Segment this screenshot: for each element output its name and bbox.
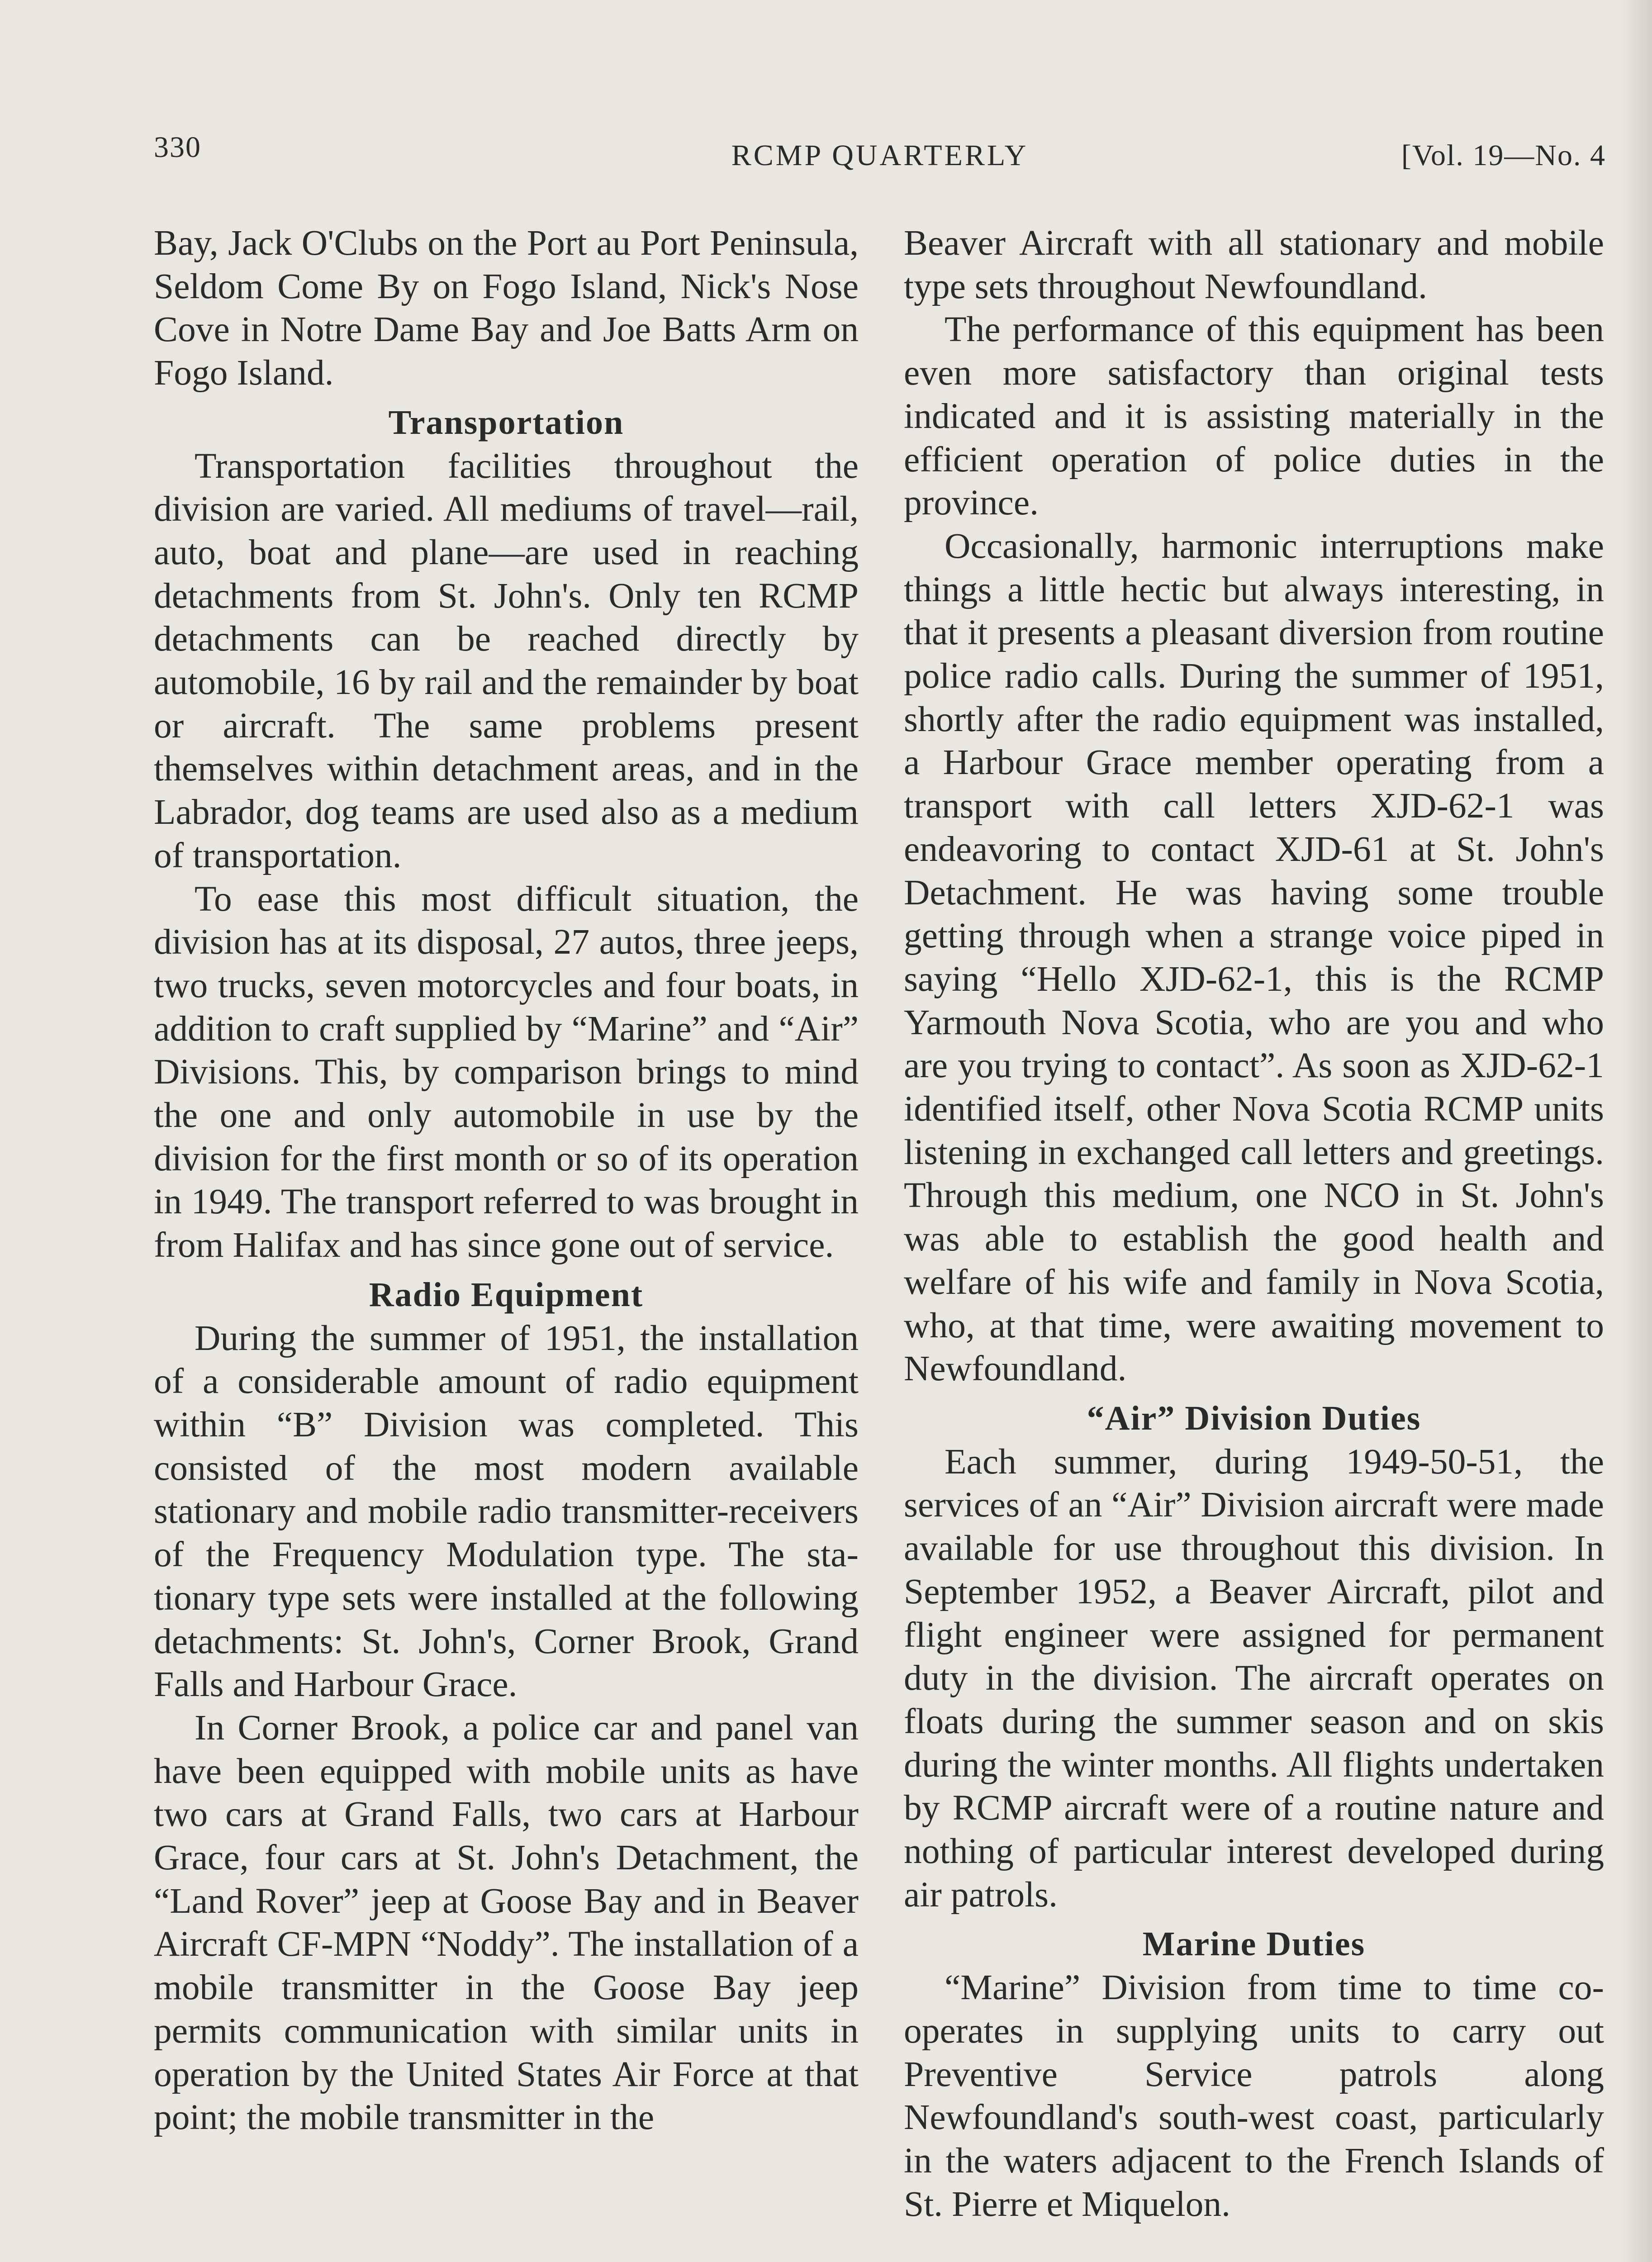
- running-title: RCMP QUARTERLY: [731, 139, 1029, 172]
- paragraph: Occasionally, harmonic interruptions make things a little hectic but always interesting, in that it presents a pleasant diversion from routine police radio calls. During the summer of 1951, shortly after the radio equipment was installed, a Harbour Grace member operating from a transport with call letters XJD-62-1 was endeavoring to contact XJD-61 at St. John's Detachment. He was having some trouble getting through when a strange voice piped in saying “Hello XJD-62-1, this is the RCMP Yarmouth Nova Scotia, who are you and who are you trying to contact”. As soon as XJD-62-1 identified itself, other Nova Scotia RCMP units listening in exchanged call letters and greetings. Through this medium, one NCO in St. John's was able to establish the good health and welfare of his wife and family in Nova Scotia, who, at that time, were awaiting movement to Newfoundland.: [904, 526, 1604, 1389]
- paragraph: Bay, Jack O'Clubs on the Port au Port Peninsula, Seldom Come By on Fogo Island, Nick's Nose Cove in Notre Dame Bay and Joe Batts Arm on Fogo Island.: [154, 223, 859, 393]
- paragraph: During the summer of 1951, the installation of a considerable amount of radio equipment within “B” Division was completed. This consisted of the most modern available stationary and mobile radio transmitter-receivers of the Frequency Modulation type. The stationary type sets were installed at the following detachments: St. John's, Corner Brook, Grand Falls and Harbour Grace.: [154, 1318, 859, 1705]
- page-edge-shadow: [1620, 0, 1652, 2262]
- section-heading-radio-equipment: Radio Equipment: [369, 1275, 644, 1314]
- section-heading-air-division-duties: “Air” Division Duties: [1087, 1399, 1421, 1437]
- issue-info: [Vol. 19—No. 4: [1401, 139, 1606, 172]
- paragraph: Transportation facilities throughout the division are varied. All mediums of travel—rail, auto, boat and plane—are used in reaching detachments from St. John's. Only ten RCMP detachments can be reached directly by automobile, 16 by rail and the remainder by boat or aircraft. The same problems present themselves within detachment areas, and in the Labrador, dog teams are used also as a medium of transportation.: [154, 446, 859, 875]
- paragraph: To ease this most difficult situation, the division has at its disposal, 27 autos, three jeeps, two trucks, seven motorcycles and four boats, in addition to craft supplied by “Marine” and “Air” Divisions. This, by comparison brings to mind the one and only automobile in use by the division for the first month or so of its operation in 1949. The transport referred to was brought in from Halifax and has since gone out of service.: [154, 879, 859, 1265]
- section-heading-transportation: Transportation: [388, 403, 624, 442]
- left-column: [154, 222, 859, 2139]
- paragraph: “Marine” Division from time to time co-operates in supplying units to carry out Preventive Service patrols along Newfoundland's south-west coast, particularly in the waters adjacent to the French Islands of St. Pierre et Miquelon.: [904, 1967, 1604, 2224]
- page-number: 330: [154, 131, 201, 164]
- paragraph: In Corner Brook, a police car and panel van have been equipped with mobile units as have two cars at Grand Falls, two cars at Harbour Grace, four cars at St. John's Detachment, the “Land Rover” jeep at Goose Bay and in Beaver Aircraft CF-MPN “Noddy”. The installation of a mobile transmitter in the Goose Bay jeep permits communication with similar units in operation by the United States Air Force at that point; the mobile transmitter in the: [154, 1707, 859, 2138]
- right-column: [904, 222, 1604, 2226]
- paragraph: The performance of this equipment has been even more satisfactory than original tests indicated and it is assisting materially in the efficient operation of police duties in the province.: [904, 309, 1604, 523]
- page-header: [154, 130, 1606, 180]
- paragraph: Beaver Aircraft with all stationary and mobile type sets throughout Newfoundland.: [904, 223, 1604, 306]
- section-heading-marine-duties: Marine Duties: [1142, 1925, 1366, 1963]
- paragraph: Each summer, during 1949-50-51, the services of an “Air” Division aircraft were made available for use throughout this division. In September 1952, a Beaver Aircraft, pilot and flight engineer were assigned for permanent duty in the division. The aircraft operates on floats during the summer season and on skis during the winter months. All flights undertaken by RCMP aircraft were of a routine nature and nothing of particular interest developed during air patrols.: [904, 1441, 1604, 1915]
